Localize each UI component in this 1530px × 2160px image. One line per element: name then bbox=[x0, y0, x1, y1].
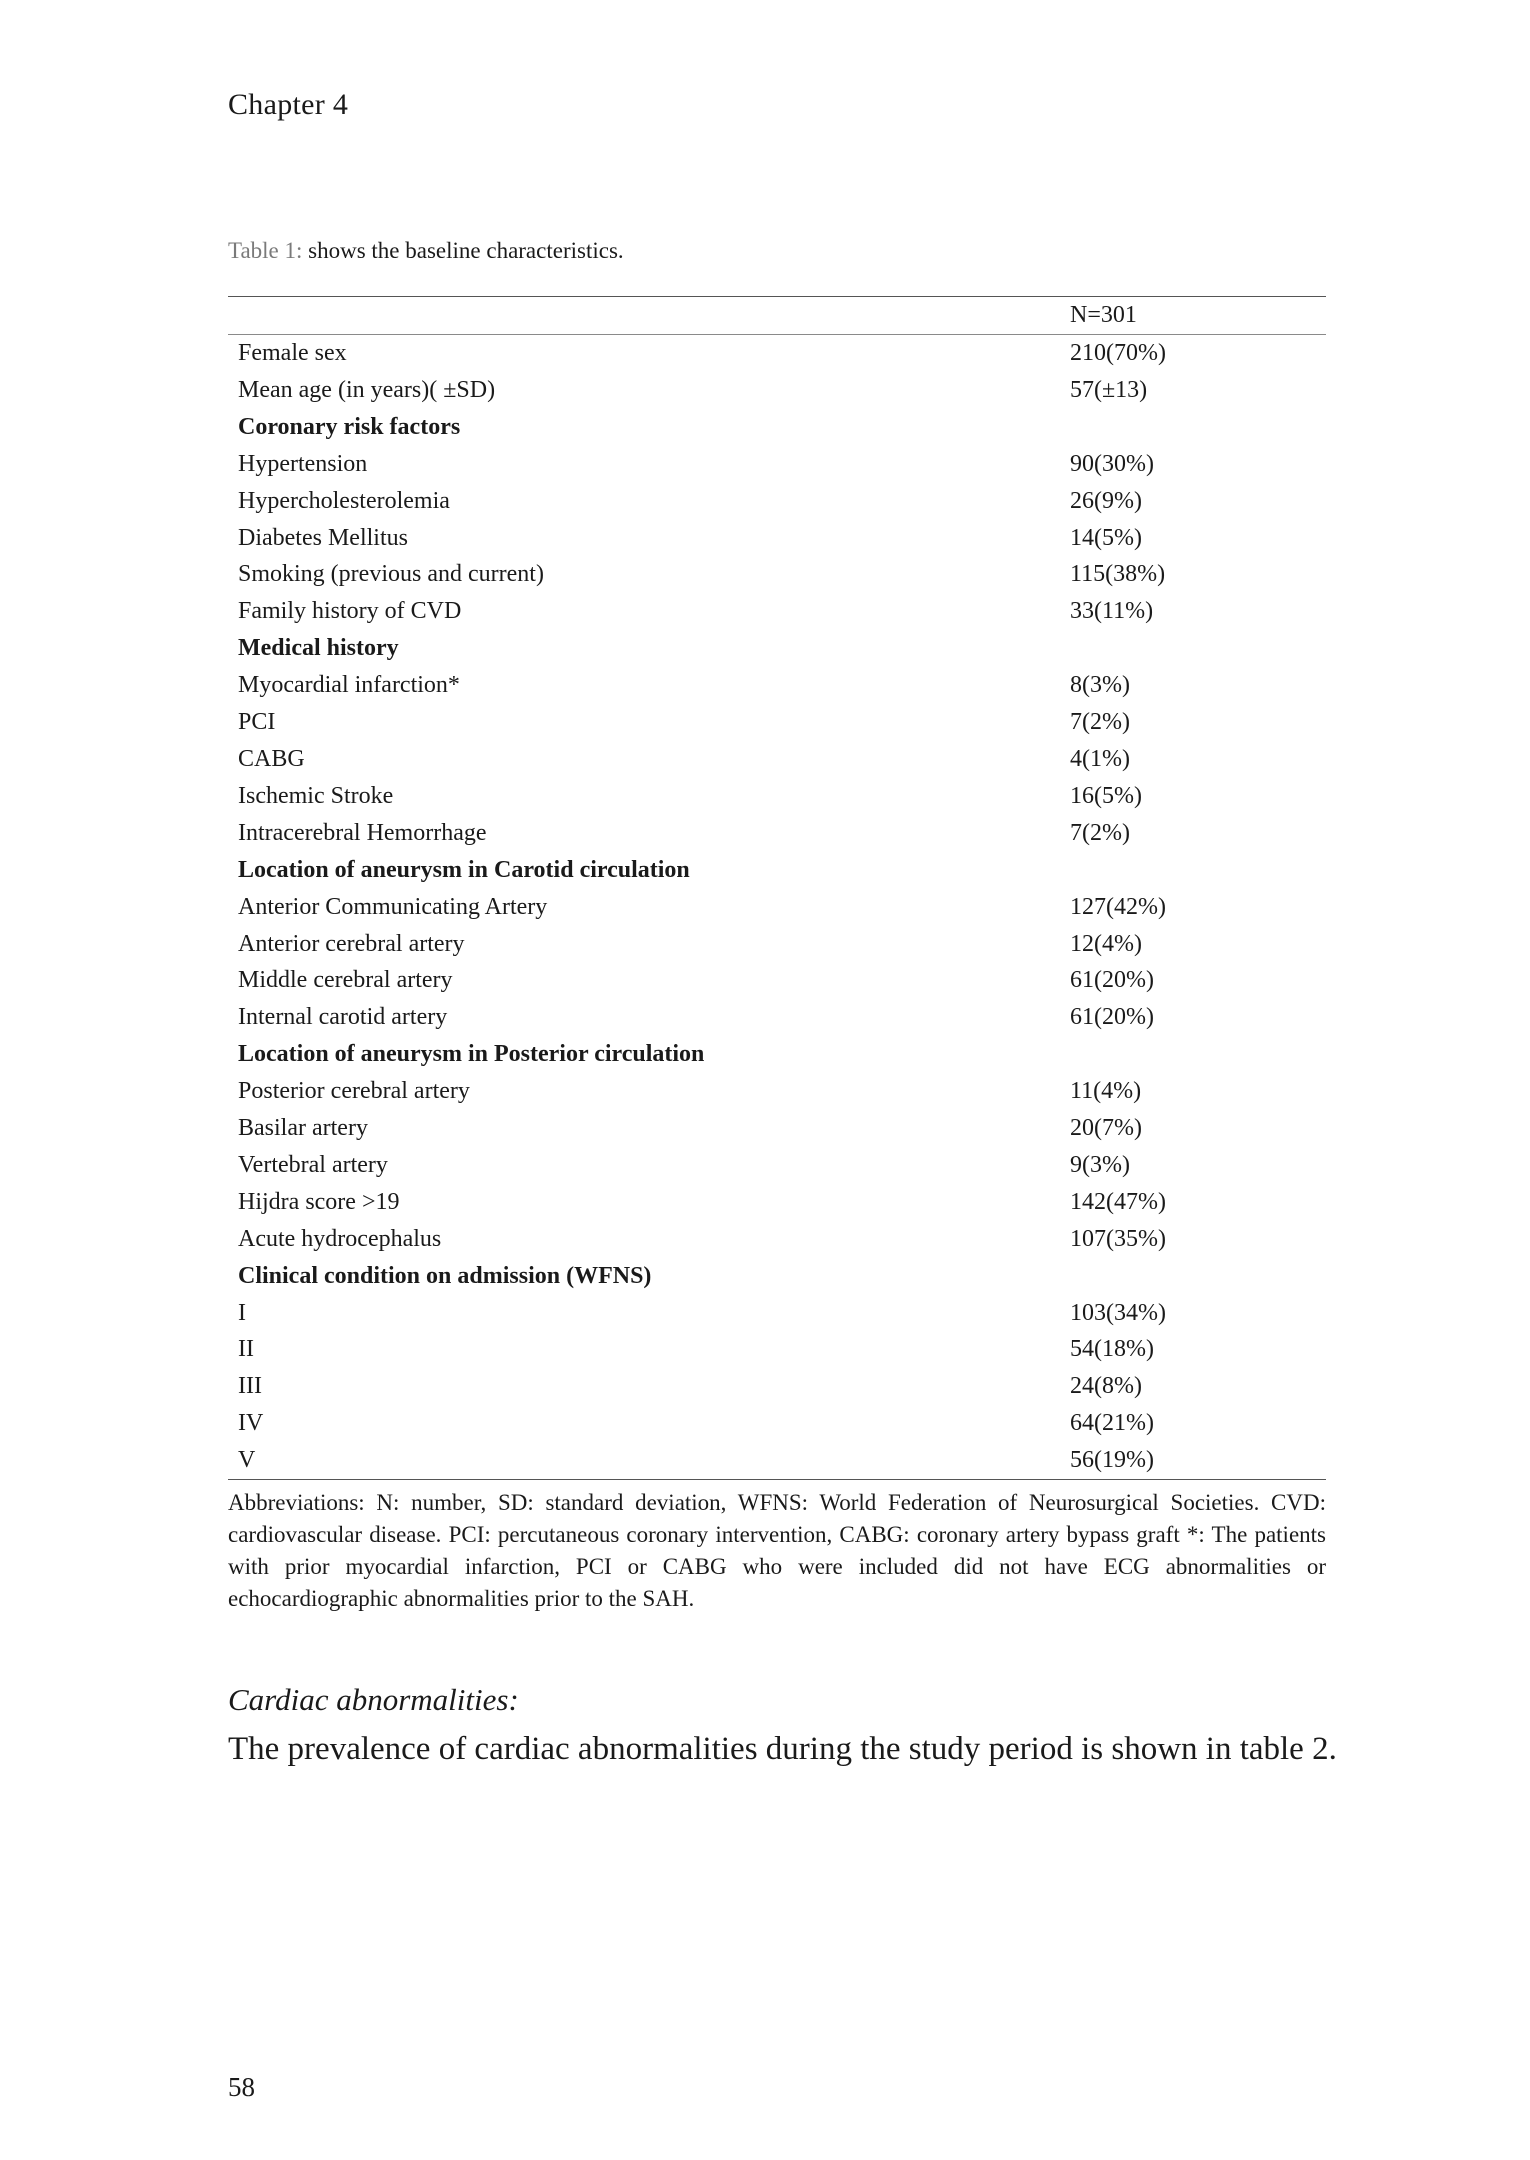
table-row bbox=[228, 335, 1326, 372]
section-label: Location of aneurysm in Posterior circulation bbox=[238, 1041, 705, 1068]
body-paragraph: The prevalence of cardiac abnormalities during the study period is shown in table 2. bbox=[228, 1731, 1337, 1767]
row-label: Myocardial infarction* bbox=[238, 672, 460, 699]
baseline-characteristics-table bbox=[228, 296, 1326, 1480]
row-value: 26(9%) bbox=[1070, 487, 1142, 514]
row-value: 54(18%) bbox=[1070, 1336, 1154, 1363]
table-row bbox=[228, 1184, 1326, 1221]
table-row bbox=[228, 1221, 1326, 1258]
row-label: CABG bbox=[238, 745, 305, 772]
table-row bbox=[228, 520, 1326, 557]
table-section-row bbox=[228, 852, 1326, 889]
row-value: 115(38%) bbox=[1070, 561, 1166, 588]
row-label: Ischemic Stroke bbox=[238, 782, 394, 809]
row-label: Family history of CVD bbox=[238, 598, 462, 625]
table-row bbox=[228, 1442, 1326, 1479]
row-value: 12(4%) bbox=[1070, 930, 1142, 957]
row-label: I bbox=[238, 1299, 246, 1326]
row-label: Smoking (previous and current) bbox=[238, 561, 544, 588]
table-header-label-cell bbox=[228, 297, 1070, 335]
table-row bbox=[228, 1405, 1326, 1442]
baseline-table-container bbox=[228, 296, 1326, 1480]
table-row bbox=[228, 999, 1326, 1036]
table-section-row bbox=[228, 409, 1326, 446]
row-label: Mean age (in years)( ±SD) bbox=[238, 376, 496, 403]
row-label: Vertebral artery bbox=[238, 1151, 388, 1178]
row-value bbox=[1070, 630, 1326, 667]
row-value: 14(5%) bbox=[1070, 524, 1142, 551]
row-value: 142(47%) bbox=[1070, 1188, 1166, 1215]
table-caption-text: shows the baseline characteristics. bbox=[302, 238, 624, 263]
row-label: Intracerebral Hemorrhage bbox=[238, 819, 487, 846]
row-value: 7(2%) bbox=[1070, 709, 1130, 736]
row-value bbox=[1070, 409, 1326, 446]
table-header-value: N=301 bbox=[1070, 297, 1326, 335]
row-label: Posterior cerebral artery bbox=[238, 1078, 470, 1105]
row-value bbox=[1070, 1258, 1326, 1295]
row-value: 4(1%) bbox=[1070, 745, 1130, 772]
table-section-row bbox=[228, 1258, 1326, 1295]
row-value: 61(20%) bbox=[1070, 1004, 1154, 1031]
table-row bbox=[228, 1368, 1326, 1405]
table-row bbox=[228, 556, 1326, 593]
row-value: 9(3%) bbox=[1070, 1151, 1130, 1178]
row-value: 16(5%) bbox=[1070, 782, 1142, 809]
section-label: Clinical condition on admission (WFNS) bbox=[238, 1262, 652, 1289]
row-value: 64(21%) bbox=[1070, 1410, 1154, 1437]
row-value: 107(35%) bbox=[1070, 1225, 1166, 1252]
row-label: Anterior cerebral artery bbox=[238, 930, 465, 957]
row-value: 90(30%) bbox=[1070, 450, 1154, 477]
row-label: IV bbox=[238, 1410, 264, 1437]
table-caption-label: Table 1: bbox=[228, 238, 303, 263]
row-label: Hypertension bbox=[238, 450, 368, 477]
table-caption bbox=[228, 238, 624, 264]
row-value: 8(3%) bbox=[1070, 672, 1130, 699]
table-row bbox=[228, 815, 1326, 852]
page-number: 58 bbox=[228, 2072, 255, 2102]
table-row bbox=[228, 483, 1326, 520]
section-label: Coronary risk factors bbox=[238, 413, 461, 440]
table-row bbox=[228, 1110, 1326, 1147]
chapter-header: Chapter 4 bbox=[228, 88, 349, 121]
row-label: Hypercholesterolemia bbox=[238, 487, 450, 514]
table-row bbox=[228, 1073, 1326, 1110]
row-value: 33(11%) bbox=[1070, 598, 1154, 625]
row-label: Diabetes Mellitus bbox=[238, 524, 408, 551]
row-value bbox=[1070, 1036, 1326, 1073]
row-label: Female sex bbox=[238, 340, 347, 366]
table-row bbox=[228, 593, 1326, 630]
table-section-row bbox=[228, 1036, 1326, 1073]
row-label: Middle cerebral artery bbox=[238, 967, 453, 994]
row-value: 57(±13) bbox=[1070, 376, 1148, 403]
table-row bbox=[228, 1331, 1326, 1368]
table-row bbox=[228, 1295, 1326, 1332]
row-value: 210(70%) bbox=[1070, 340, 1166, 366]
table-body bbox=[228, 335, 1326, 1480]
row-label: Basilar artery bbox=[238, 1115, 368, 1142]
row-label: III bbox=[238, 1373, 262, 1400]
section-label: Location of aneurysm in Carotid circulation bbox=[238, 856, 690, 883]
row-value: 11(4%) bbox=[1070, 1078, 1142, 1105]
table-row bbox=[228, 889, 1326, 926]
row-value bbox=[1070, 852, 1326, 889]
row-label: PCI bbox=[238, 709, 276, 736]
table-section-row bbox=[228, 630, 1326, 667]
table-row bbox=[228, 667, 1326, 704]
row-value: 56(19%) bbox=[1070, 1447, 1154, 1474]
table-header-row bbox=[228, 297, 1326, 335]
row-value: 61(20%) bbox=[1070, 967, 1154, 994]
section-label: Medical history bbox=[238, 635, 399, 662]
table-row bbox=[228, 1147, 1326, 1184]
row-value: 24(8%) bbox=[1070, 1373, 1142, 1400]
row-label: Acute hydrocephalus bbox=[238, 1225, 442, 1252]
row-label: Anterior Communicating Artery bbox=[238, 893, 548, 920]
row-value: 127(42%) bbox=[1070, 893, 1166, 920]
row-label: Hijdra score >19 bbox=[238, 1188, 400, 1215]
row-value: 20(7%) bbox=[1070, 1115, 1142, 1142]
table-row bbox=[228, 446, 1326, 483]
row-value: 103(34%) bbox=[1070, 1299, 1166, 1326]
row-label: V bbox=[238, 1447, 256, 1474]
section-heading: Cardiac abnormalities: bbox=[228, 1682, 519, 1717]
row-label: II bbox=[238, 1336, 254, 1363]
abbreviations-note: Abbreviations: N: number, SD: standard deviation, WFNS: World Federation of Neurosurgical Societies. CVD: cardiovascular disease. PCI: percutaneous coronary intervention, CABG: coronary artery bypass graft *: The patients with prior myocardial infarction, PCI or CABG who were included did not have ECG abnormalities or echocardiographic abnormalities prior to the SAH. bbox=[228, 1490, 1326, 1611]
row-label: Internal carotid artery bbox=[238, 1004, 448, 1031]
table-row bbox=[228, 741, 1326, 778]
table-row bbox=[228, 372, 1326, 409]
table-row bbox=[228, 962, 1326, 999]
table-row bbox=[228, 704, 1326, 741]
table-row bbox=[228, 778, 1326, 815]
row-value: 7(2%) bbox=[1070, 819, 1130, 846]
table-row bbox=[228, 926, 1326, 963]
